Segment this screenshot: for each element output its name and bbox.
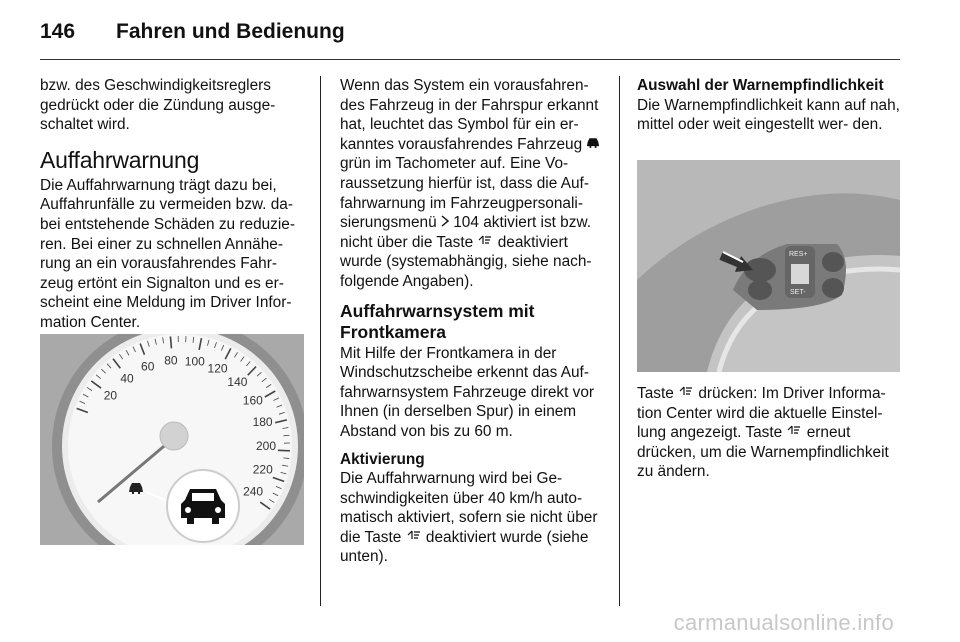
tick-label: 220 <box>252 462 273 477</box>
column-2 <box>340 76 608 567</box>
detection-paragraph: Wenn das System ein vorausfahren- des Fahrzeug in der Fahrspur erkannt hat, leuchtet das Symbol für ein er- kanntes vorausfahrendes Fahrzeug grün im Tachometer auf. Eine Vo- raussetzung hierfür ist, dass die Auf- fahrwarnung im Fahrzeugpersonali- sierungsmenü 104 aktiviert ist bzw. nicht über die Taste deaktiviert wurde (systemabhängig, siehe nach- folgende Angaben). <box>340 76 608 292</box>
page-number: 146 <box>40 20 76 43</box>
section-heading: Auffahrwarnung <box>40 146 200 173</box>
column-1 <box>40 76 306 333</box>
header-rule <box>40 59 900 60</box>
activation-heading: Aktivierung <box>340 450 425 468</box>
set-label: SET- <box>790 289 806 296</box>
tick-mark <box>170 336 171 348</box>
steering-wheel-figure <box>637 160 900 372</box>
tick-label: 60 <box>141 359 155 374</box>
page-reference-icon <box>441 213 449 233</box>
chapter-title: Fahren und Bedienung <box>116 20 345 43</box>
column-3 <box>637 76 905 135</box>
tick-label: 80 <box>164 353 178 368</box>
camera-paragraph: Mit Hilfe der Frontkamera in der Windschutzscheibe erkennt das Auf- fahrwarnsystem Fahrzeuge direkt vor Ihnen (in derselben Spur) in einem Abstand von bis zu 60 m. <box>340 344 595 440</box>
tick-label: 160 <box>242 393 263 408</box>
tick-label: 20 <box>103 388 118 403</box>
tick-label: 180 <box>252 415 273 430</box>
subsection-heading: Auffahrwarnsystem mit Frontkamera <box>340 300 535 342</box>
intro-text: bzw. des Geschwindigkeitsreglers gedrückt oder die Zündung ausge- schaltet wird. <box>40 77 276 134</box>
res-label: RES+ <box>789 251 808 258</box>
column-divider <box>619 76 620 606</box>
tick-label: 200 <box>255 438 277 453</box>
section-body: Die Auffahrwarnung trägt dazu bei, Auffahrunfälle zu vermeiden bzw. da- bei entstehende Schäden zu reduzie- ren. Bei einer zu schnellen Annähe- rung an ein vorausfahrendes Fahr- zeug ertönt ein Signalton und es er- scheint eine Meldung im Driver Infor- mation Center. <box>40 176 295 331</box>
sensitivity-heading: Auswahl der Warnempfindlichkeit <box>637 77 884 94</box>
collision-alert-button-icon <box>786 423 802 443</box>
sensitivity-paragraph: Die Warnempfindlichkeit kann auf nah, mittel oder weit eingestellt wer- den. <box>637 96 900 134</box>
collision-alert-button-icon <box>406 528 422 548</box>
watermark: carmanualsonline.info <box>673 610 894 635</box>
tick-label: 120 <box>207 361 228 376</box>
tick-label: 100 <box>184 354 205 369</box>
tick-label: 140 <box>227 374 248 389</box>
collision-alert-button-icon <box>477 233 493 253</box>
collision-alert-button-icon <box>678 384 694 404</box>
button-paragraph: Taste drücken: Im Driver Informa- tion Center wird die aktuelle Einstel- lung angezeigt. Taste erneut drücken, um die Warnempfindlichkeit zu ändern. <box>637 385 889 481</box>
tick-label: 40 <box>120 371 134 386</box>
activation-paragraph: Die Auffahrwarnung wird bei Ge- schwindigkeiten über 40 km/h auto- matisch aktiviert, sofern sie nicht über die Taste deaktiviert wurde (siehe unten). <box>340 470 598 566</box>
tick-label: 240 <box>243 484 264 499</box>
speedometer-figure <box>40 334 304 545</box>
column-3-lower <box>637 384 905 482</box>
page-header <box>40 20 345 50</box>
tick-mark <box>278 450 290 451</box>
column-divider <box>320 76 321 606</box>
car-ahead-icon <box>586 135 600 155</box>
